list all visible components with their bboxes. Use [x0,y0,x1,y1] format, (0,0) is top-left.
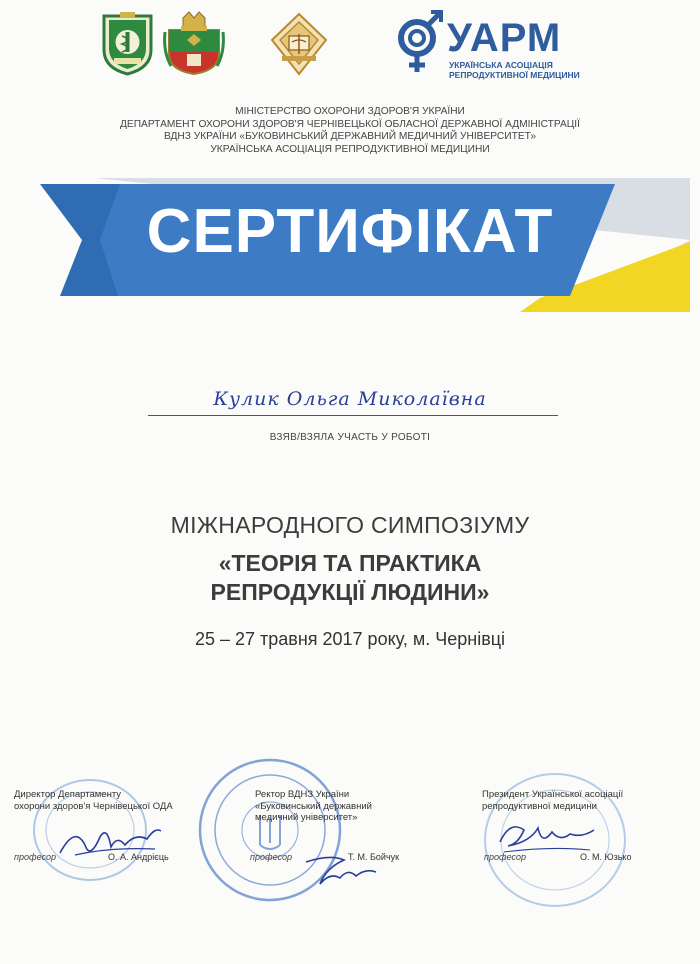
uarm-subtitle-line-2: РЕПРОДУКТИВНОЇ МЕДИЦИНИ [449,70,580,80]
signature-2-position-line-2: «Буковинський державний [255,800,372,812]
signature-1-name: О. А. Андрієць [108,852,169,862]
signature-3-position-line-2: репродуктивної медицини [482,800,597,812]
organizer-line: УКРАЇНСЬКА АСОЦІАЦІЯ РЕПРОДУКТИВНОЇ МЕДИЦИНИ [210,143,490,155]
organizer-line: МІНІСТЕРСТВО ОХОРОНИ ЗДОРОВ'Я УКРАЇНИ [235,106,465,117]
signature-2-title: професор [250,852,292,862]
certificate-title: СЕРТИФІКАТ [146,197,554,266]
participant-name: Кулик Ольга Миколаївна [213,388,487,410]
signature-3-name: О. М. Юзько [580,852,632,862]
signature-2-position [255,789,372,824]
organizer-line: ВДНЗ УКРАЇНИ «БУКОВИНСЬКИЙ ДЕРЖАВНИЙ МЕДИЧНИЙ УНІВЕРСИТЕТ» [163,131,537,142]
signature-1-title: професор [14,852,56,862]
organizer-line: ДЕПАРТАМЕНТ ОХОРОНИ ЗДОРОВ'Я ЧЕРНІВЕЦЬКОЇ ОБЛАСНОЇ ДЕРЖАВНОЇ АДМІНІСТРАЦІЇ [120,118,580,130]
signature-2-position-line-3: медичний університет» [255,812,358,823]
signature-3-title: професор [484,852,526,862]
event-title-line-1: «ТЕОРІЯ ТА ПРАКТИКА [218,550,482,576]
signature-1-position [14,789,173,812]
signature-1-position-line-2: охорони здоров'я Чернівецької ОДА [14,800,173,812]
event-title-line-2: РЕПРОДУКЦІЇ ЛЮДИНИ» [210,579,490,605]
organizers-list [90,106,610,156]
uarm-name: УАРМ [447,16,562,60]
participant-underline [148,415,558,416]
signature-3-position [482,789,623,812]
health-ministry-emblem-icon [100,10,155,76]
uarm-subtitle [449,60,580,80]
participant-block [140,388,560,428]
uarm-logo [395,8,595,78]
uarm-subtitle-line-1: УКРАЇНСЬКА АСОЦІАЦІЯ [449,60,553,70]
signature-1-position-line-1: Директор Департаменту [14,789,122,800]
chernivtsi-coat-of-arms-icon [163,10,225,76]
signature-2-name: Т. М. Бойчук [348,852,400,862]
event-type: МІЖНАРОДНОГО СИМПОЗІУМУ [170,512,530,538]
signature-2-position-line-1: Ректор ВДНЗ України [255,789,350,800]
uarm-symbol-icon [395,8,445,78]
signature-3-position-line-1: Президент Української асоціації [482,789,624,800]
event-title [0,549,700,607]
participation-caption: ВЗЯВ/ВЗЯЛА УЧАСТЬ У РОБОТІ [269,432,431,443]
university-emblem-icon [268,12,330,76]
event-date: 25 – 27 травня 2017 року, м. Чернівці [194,629,506,649]
logos-row [0,0,700,100]
